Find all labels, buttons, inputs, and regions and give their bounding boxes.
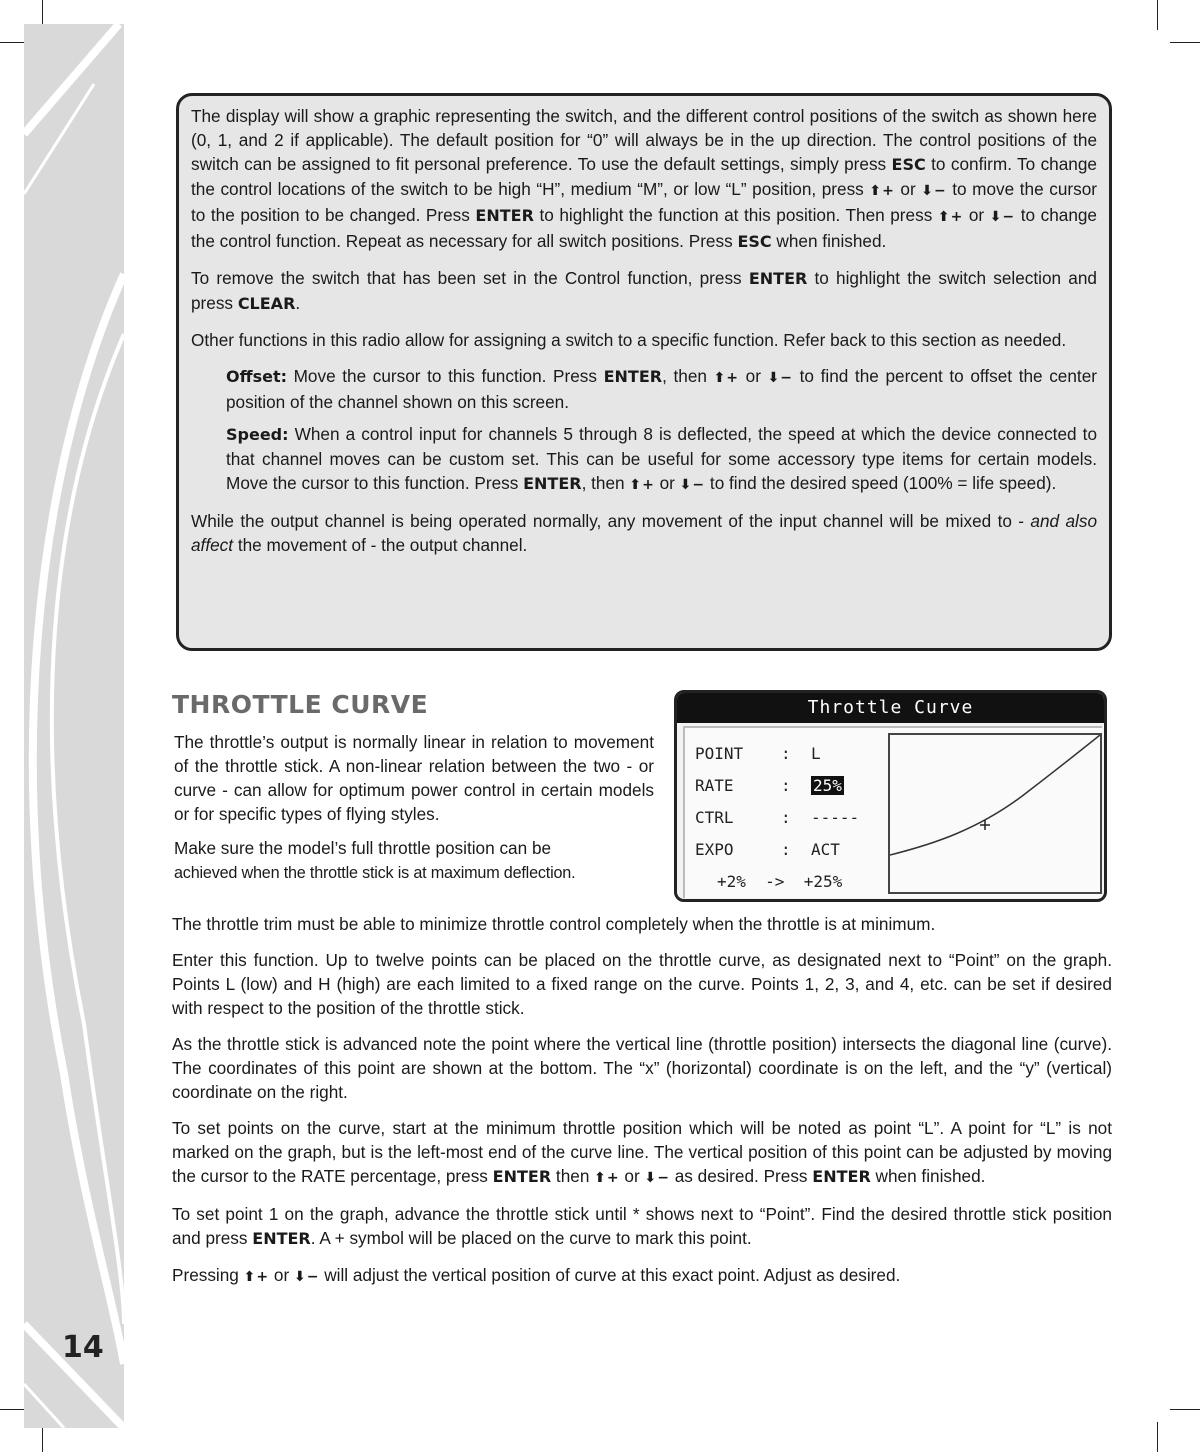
lcd-row-rate: RATE : 25% — [695, 776, 842, 795]
body-paragraph: To set points on the curve, start at the minimum throttle position which will be noted as point “L”. A point for “L” is not marked on the graph, but is the left-most end of the curve line. The vertical position of this point can be adjusted by moving the cursor to the RATE percentage, press ENTER then ⬆+ or ⬇− as desired. Press ENTER when finished. — [172, 1118, 1112, 1186]
lcd-row-ctrl: CTRL : ----- — [695, 808, 860, 827]
up-plus-key-icon: ⬆+ — [243, 1269, 270, 1285]
body-paragraph: The throttle trim must be able to minimize throttle control completely when the throttle is at minimum. — [172, 914, 936, 934]
callout-paragraph: The display will show a graphic representing the switch, and the different control positions of the switch as shown here (0, 1, and 2 if applicable). The default position for “0” will always be in the up direction. The control positions of the switch can be assigned to fit personal preference. To use the default settings, simply press ESC to confirm. To change the control locations of the switch to be high “H”, medium “M”, or low “L” position, press ⬆+ or ⬇− to move the cursor to the position to be changed. Press ENTER to highlight the function at this position. Then press ⬆+ or ⬇− to change the control function. Repeat as necessary for all switch positions. Press ESC when finished. — [191, 106, 1097, 251]
down-minus-key-icon: ⬇− — [679, 477, 706, 493]
up-plus-key-icon: ⬆+ — [629, 477, 655, 493]
crop-mark — [1170, 42, 1200, 43]
crop-mark — [1170, 1409, 1200, 1410]
up-plus-key-icon: ⬆+ — [594, 1170, 620, 1186]
page-number: 14 — [62, 1330, 104, 1365]
key-enter: ENTER — [812, 1167, 871, 1186]
offset-label: Offset: — [226, 367, 287, 386]
key-enter: ENTER — [748, 269, 808, 288]
intro-text — [174, 730, 654, 885]
speed-description: Speed: When a control input for channels 5 through 8 is deflected, the speed at which the device connected to that channel moves can be custom set. This can be useful for some accessory type items for certain models. Move the cursor to this function. Press ENTER, then ⬆+ or ⬇− to find the desired speed (100% = life speed). — [226, 424, 1097, 493]
lcd-display-area — [683, 726, 1102, 898]
key-enter: ENTER — [492, 1167, 552, 1186]
throttle-curve-svg — [890, 735, 1100, 892]
intro-paragraph: The throttle’s output is normally linear in relation to movement of the throttle stick. A non-linear relation between the two - or curve - can allow for optimum power control in certain models or for specific types of flying styles. — [174, 732, 654, 824]
key-esc: ESC — [891, 155, 926, 174]
lcd-title: Throttle Curve — [677, 693, 1104, 723]
key-enter: ENTER — [475, 206, 534, 225]
lcd-screen — [674, 690, 1107, 902]
down-minus-key-icon: ⬇− — [767, 370, 794, 386]
speed-label: Speed: — [226, 425, 289, 444]
lcd-coordinates: +2% -> +25% — [717, 872, 843, 891]
up-plus-key-icon: ⬆+ — [937, 209, 964, 225]
sidebar-swoosh-graphic — [24, 24, 124, 1428]
body-text — [172, 912, 1112, 1301]
down-minus-key-icon: ⬇− — [293, 1269, 320, 1285]
down-minus-key-icon: ⬇− — [921, 183, 947, 199]
body-paragraph: Enter this function. Up to twelve points can be placed on the throttle curve, as designated next to “Point” on the graph. Points L (low) and H (high) are each limited to a fixed range on the curve. Points 1, 2, 3, and 4, etc. can be set if desired with respect to the position of the throttle stick. — [172, 950, 1112, 1018]
body-paragraph: As the throttle stick is advanced note the point where the vertical line (throttle position) intersects the diagonal line (curve). The coordinates of this point are shown at the bottom. The “x” (horizontal) coordinate is on the left, and the “y” (vertical) coordinate on the right. — [172, 1034, 1112, 1102]
up-plus-key-icon: ⬆+ — [869, 183, 895, 199]
curve-graph — [888, 733, 1102, 894]
section-heading: THROTTLE CURVE — [172, 690, 429, 719]
offset-description: Offset: Move the cursor to this function. Press ENTER, then ⬆+ or ⬇− to find the percent to offset the center position of the channel shown on this screen. — [226, 366, 1097, 412]
up-plus-key-icon: ⬆+ — [713, 370, 740, 386]
key-clear: CLEAR — [237, 294, 296, 313]
body-paragraph: To set point 1 on the graph, advance the throttle stick until * shows next to “Point”. Find the desired throttle stick position and press ENTER. A + symbol will be placed on the curve to mark this point. — [172, 1204, 1112, 1248]
key-esc: ESC — [737, 232, 772, 251]
throttle-curve-line — [890, 735, 1100, 855]
key-enter: ENTER — [523, 474, 582, 493]
callout-paragraph: To remove the switch that has been set in the Control function, press ENTER to highlight the switch selection and press CLEAR. — [191, 268, 1097, 313]
body-paragraph: Pressing ⬆+ or ⬇− will adjust the vertical position of curve at this exact point. Adjust as desired. — [172, 1265, 901, 1285]
page-sidebar — [24, 24, 124, 1428]
callout-paragraph: While the output channel is being operated normally, any movement of the input channel will be mixed to - and also affect the movement of - the output channel. — [191, 511, 1098, 555]
key-enter: ENTER — [603, 367, 663, 386]
rate-value-highlight: 25% — [813, 776, 842, 795]
lcd-row-expo: EXPO : ACT — [695, 840, 840, 859]
crop-mark — [1157, 1422, 1158, 1452]
callout-paragraph: Other functions in this radio allow for assigning a switch to a specific function. Refer back to this section as needed. — [191, 330, 1067, 350]
info-callout-box — [176, 93, 1112, 651]
lcd-row-point: POINT : L — [695, 744, 821, 763]
crop-mark — [1157, 0, 1158, 30]
key-enter: ENTER — [252, 1229, 311, 1248]
down-minus-key-icon: ⬇− — [644, 1170, 670, 1186]
intro-paragraph: Make sure the model’s full throttle position can be achieved when the throttle stick is at maximum deflection. — [174, 838, 576, 882]
down-minus-key-icon: ⬇− — [989, 209, 1016, 225]
